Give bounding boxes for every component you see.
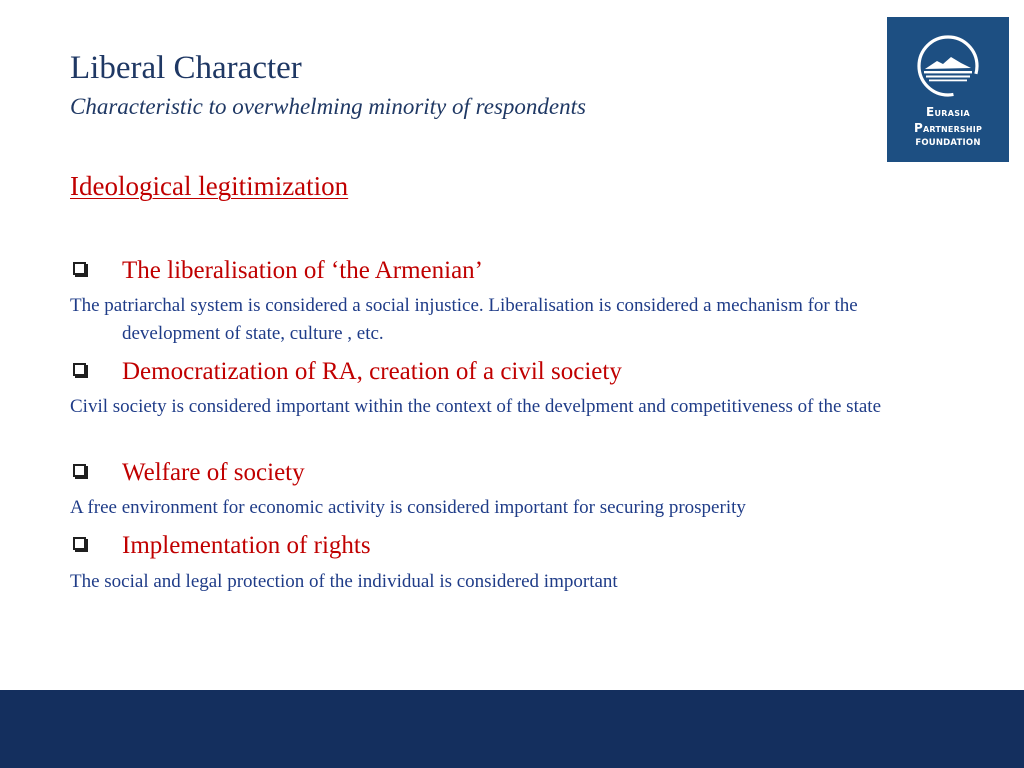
bullet-description: The social and legal protection of the individual is considered important (70, 571, 618, 592)
bullet-heading: Implementation of rights (122, 532, 371, 559)
bullet-description: Civil society is considered important within the context of the develpment and competitiveness of the state (70, 396, 881, 417)
logo-emblem-icon (915, 33, 981, 99)
bullet-heading: Democratization of RA, creation of a civil society (122, 358, 622, 385)
bullet-heading: Welfare of society (122, 459, 305, 486)
bullet-description: A free environment for economic activity is considered important for securing prosperity (70, 497, 746, 518)
checkbox-bullet-icon (73, 262, 86, 275)
logo-text-line2: Partnership (913, 121, 983, 135)
bullet-description: The patriarchal system is considered a social injustice. Liberalisation is considered a mechanism for the development of state, culture , etc. (70, 295, 858, 344)
slide-title: Liberal Character (70, 50, 302, 86)
logo-text-line3: FOUNDATION (915, 138, 981, 148)
footer-band (0, 690, 1024, 768)
checkbox-bullet-icon (73, 363, 86, 376)
eurasia-partnership-logo (887, 17, 1009, 162)
logo-text-line1: Eurasia (925, 105, 971, 119)
checkbox-bullet-icon (73, 464, 86, 477)
slide-subtitle: Characteristic to overwhelming minority of respondents (70, 94, 586, 119)
checkbox-bullet-icon (73, 537, 86, 550)
section-heading: Ideological legitimization (70, 171, 349, 201)
bullet-heading: The liberalisation of ‘the Armenian’ (122, 257, 483, 284)
